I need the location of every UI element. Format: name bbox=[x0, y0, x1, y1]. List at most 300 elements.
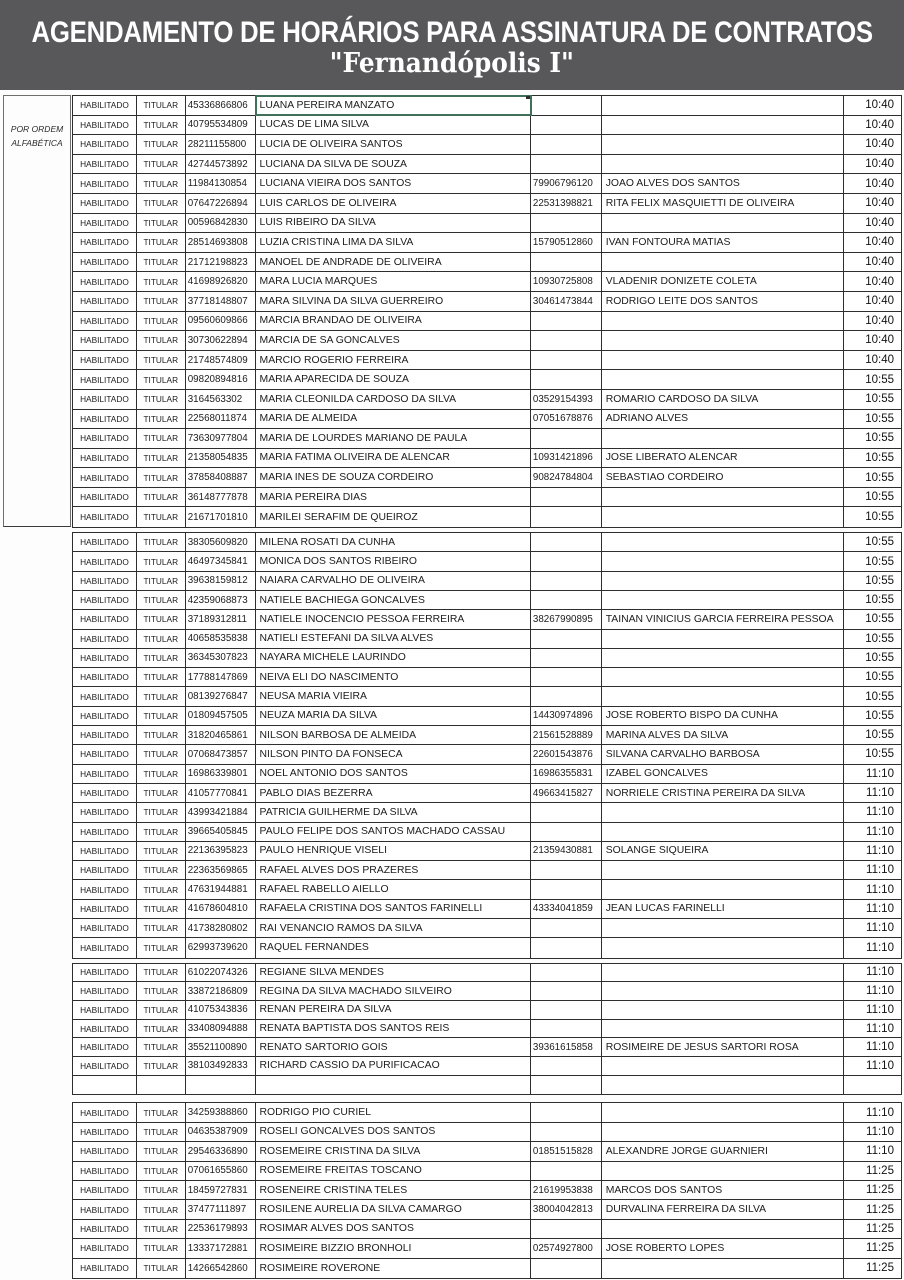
partner-cpf-cell bbox=[531, 938, 602, 957]
table-row bbox=[73, 449, 901, 469]
type-cell: TITULAR bbox=[137, 449, 186, 468]
partner-cpf-cell bbox=[531, 919, 602, 937]
name-cell: NEIVA ELI DO NASCIMENTO bbox=[256, 668, 531, 686]
cpf-cell: 21671701810 bbox=[186, 507, 256, 527]
partner-cpf-cell bbox=[531, 253, 602, 272]
cpf-cell: 40658535838 bbox=[186, 630, 256, 648]
partner-cpf-cell bbox=[531, 214, 602, 233]
table-row bbox=[73, 861, 901, 880]
status-cell: HABILITADO bbox=[73, 1239, 137, 1257]
partner-cpf-cell: 10930725808 bbox=[531, 272, 602, 291]
cpf-cell: 00596842830 bbox=[186, 214, 256, 233]
name-cell: ROSIMEIRE BIZZIO BRONHOLI bbox=[256, 1239, 531, 1257]
status-cell: HABILITADO bbox=[73, 591, 137, 609]
table-row bbox=[73, 331, 901, 351]
type-cell: TITULAR bbox=[137, 610, 186, 628]
status-cell: HABILITADO bbox=[73, 96, 137, 115]
cpf-cell: 3164563302 bbox=[186, 390, 256, 409]
cpf-cell: 33872186809 bbox=[186, 982, 256, 1000]
partner-name-cell bbox=[602, 96, 844, 115]
type-cell: TITULAR bbox=[137, 552, 186, 570]
cpf-cell: 38103492833 bbox=[186, 1057, 256, 1075]
name-cell: MARCIA DE SA GONCALVES bbox=[256, 331, 531, 350]
table-row bbox=[73, 488, 901, 508]
time-cell: 11:10 bbox=[866, 806, 894, 819]
schedule-table bbox=[72, 95, 902, 1279]
table-row bbox=[73, 507, 901, 527]
status-cell: HABILITADO bbox=[73, 272, 137, 291]
time-cell: 11:10 bbox=[866, 902, 894, 915]
partner-cpf-cell: 02574927800 bbox=[531, 1239, 602, 1257]
name-cell: LUCIA DE OLIVEIRA SANTOS bbox=[256, 135, 531, 154]
partner-name-cell bbox=[602, 1220, 844, 1238]
cpf-cell: 11984130854 bbox=[186, 174, 256, 193]
name-cell: REGIANE SILVA MENDES bbox=[256, 964, 531, 982]
name-cell: MARIA APARECIDA DE SOUZA bbox=[256, 370, 531, 389]
type-cell: TITULAR bbox=[137, 1123, 186, 1141]
status-cell: HABILITADO bbox=[73, 1001, 137, 1019]
partner-name-cell bbox=[602, 370, 844, 389]
time-cell: 10:40 bbox=[865, 354, 894, 367]
partner-name-cell: ROMARIO CARDOSO DA SILVA bbox=[602, 390, 844, 409]
status-cell: HABILITADO bbox=[73, 533, 137, 551]
table-row bbox=[73, 964, 901, 983]
status-cell: HABILITADO bbox=[73, 410, 137, 429]
time-cell: 10:40 bbox=[865, 256, 894, 269]
cpf-cell: 61022074326 bbox=[186, 964, 256, 982]
time-cell: 11:10 bbox=[866, 1106, 894, 1119]
cpf-cell: 13337172881 bbox=[186, 1239, 256, 1257]
partner-name-cell bbox=[602, 1123, 844, 1141]
table-section bbox=[72, 963, 902, 1096]
cpf-cell: 28514693808 bbox=[186, 233, 256, 252]
cpf-cell: 29546336890 bbox=[186, 1142, 256, 1160]
partner-name-cell bbox=[602, 135, 844, 154]
table-row bbox=[73, 745, 901, 764]
table-row bbox=[73, 919, 901, 938]
name-cell: LUIS CARLOS DE OLIVEIRA bbox=[256, 194, 531, 213]
name-cell: MARILEI SERAFIM DE QUEIROZ bbox=[256, 507, 531, 527]
partner-cpf-cell: 38267990895 bbox=[531, 610, 602, 628]
status-cell: HABILITADO bbox=[73, 1142, 137, 1160]
partner-cpf-cell bbox=[531, 630, 602, 648]
partner-name-cell bbox=[602, 214, 844, 233]
table-row bbox=[73, 468, 901, 488]
partner-name-cell: JOSE LIBERATO ALENCAR bbox=[602, 449, 844, 468]
status-cell: HABILITADO bbox=[73, 331, 137, 350]
time-cell: 10:55 bbox=[865, 491, 894, 504]
time-cell: 11:10 bbox=[866, 966, 894, 979]
name-cell: NAYARA MICHELE LAURINDO bbox=[256, 649, 531, 667]
cpf-cell: 14266542860 bbox=[186, 1259, 256, 1278]
cpf-cell: 22536179893 bbox=[186, 1220, 256, 1238]
partner-cpf-cell: 07051678876 bbox=[531, 410, 602, 429]
type-cell: TITULAR bbox=[137, 1142, 186, 1160]
status-cell: HABILITADO bbox=[73, 880, 137, 898]
table-row bbox=[73, 1200, 901, 1219]
status-cell: HABILITADO bbox=[73, 784, 137, 802]
status-cell: HABILITADO bbox=[73, 765, 137, 783]
type-cell: TITULAR bbox=[137, 96, 186, 115]
partner-cpf-cell: 10931421896 bbox=[531, 449, 602, 468]
type-cell: TITULAR bbox=[137, 572, 186, 590]
time-cell: 10:40 bbox=[865, 216, 894, 229]
table-row bbox=[73, 253, 901, 273]
partner-cpf-cell bbox=[531, 880, 602, 898]
type-cell: TITULAR bbox=[137, 964, 186, 982]
partner-name-cell bbox=[602, 823, 844, 841]
cpf-cell: 07061655860 bbox=[186, 1162, 256, 1180]
alphabetical-order-label: POR ORDEM ALFABÉTICA bbox=[10, 124, 64, 149]
cpf-cell: 09560609866 bbox=[186, 312, 256, 331]
partner-name-cell: ALEXANDRE JORGE GUARNIERI bbox=[602, 1142, 844, 1160]
time-cell: 10:55 bbox=[865, 690, 894, 703]
cpf-cell: 04635387909 bbox=[186, 1123, 256, 1141]
cpf-cell: 47631944881 bbox=[186, 880, 256, 898]
time-cell: 10:55 bbox=[865, 748, 894, 761]
status-cell: HABILITADO bbox=[73, 1020, 137, 1038]
partner-cpf-cell bbox=[531, 429, 602, 448]
type-cell: TITULAR bbox=[137, 842, 186, 860]
cpf-cell: 07647226894 bbox=[186, 194, 256, 213]
table-section bbox=[72, 1102, 902, 1279]
type-cell: TITULAR bbox=[137, 823, 186, 841]
partner-cpf-cell bbox=[531, 1259, 602, 1278]
status-cell: HABILITADO bbox=[73, 488, 137, 507]
time-cell: 11:10 bbox=[866, 864, 894, 877]
partner-cpf-cell bbox=[531, 1020, 602, 1038]
type-cell: TITULAR bbox=[137, 116, 186, 135]
partner-name-cell bbox=[602, 803, 844, 821]
type-cell: TITULAR bbox=[137, 468, 186, 487]
status-cell: HABILITADO bbox=[73, 1123, 137, 1141]
type-cell: TITULAR bbox=[137, 880, 186, 898]
partner-cpf-cell bbox=[531, 687, 602, 705]
time-cell: 10:40 bbox=[865, 314, 894, 327]
name-cell: PAULO HENRIQUE VISELI bbox=[256, 842, 531, 860]
type-cell: TITULAR bbox=[137, 668, 186, 686]
cpf-cell: 62993739620 bbox=[186, 938, 256, 957]
partner-cpf-cell: 03529154393 bbox=[531, 390, 602, 409]
status-cell: HABILITADO bbox=[73, 155, 137, 174]
time-cell: 11:10 bbox=[866, 1145, 894, 1158]
status-cell: HABILITADO bbox=[73, 919, 137, 937]
status-cell: HABILITADO bbox=[73, 861, 137, 879]
table-row bbox=[73, 214, 901, 234]
name-cell: RAFAELA CRISTINA DOS SANTOS FARINELLI bbox=[256, 900, 531, 918]
partner-cpf-cell bbox=[531, 572, 602, 590]
status-cell: HABILITADO bbox=[73, 803, 137, 821]
name-cell: NATIELI ESTEFANI DA SILVA ALVES bbox=[256, 630, 531, 648]
name-cell: LUCAS DE LIMA SILVA bbox=[256, 116, 531, 135]
name-cell: NILSON PINTO DA FONSECA bbox=[256, 745, 531, 763]
status-cell: HABILITADO bbox=[73, 649, 137, 667]
partner-name-cell bbox=[602, 155, 844, 174]
partner-name-cell bbox=[602, 1057, 844, 1075]
time-cell: 11:10 bbox=[866, 1041, 894, 1054]
cpf-cell: 38305609820 bbox=[186, 533, 256, 551]
table-row bbox=[73, 842, 901, 861]
partner-name-cell bbox=[602, 687, 844, 705]
table-row bbox=[73, 155, 901, 175]
cpf-cell: 17788147869 bbox=[186, 668, 256, 686]
partner-cpf-cell bbox=[531, 668, 602, 686]
type-cell: TITULAR bbox=[137, 488, 186, 507]
table-row bbox=[73, 292, 901, 312]
status-cell: HABILITADO bbox=[73, 900, 137, 918]
partner-name-cell bbox=[602, 919, 844, 937]
name-cell: LUCIANA VIEIRA DOS SANTOS bbox=[256, 174, 531, 193]
time-cell: 10:55 bbox=[865, 451, 894, 464]
table-row bbox=[73, 610, 901, 629]
partner-cpf-cell: 21619953838 bbox=[531, 1181, 602, 1199]
type-cell: TITULAR bbox=[137, 135, 186, 154]
name-cell: RAFAEL ALVES DOS PRAZERES bbox=[256, 861, 531, 879]
table-row bbox=[73, 707, 901, 726]
time-cell: 10:55 bbox=[865, 651, 894, 664]
time-cell: 10:55 bbox=[865, 393, 894, 406]
name-cell: NEUSA MARIA VIEIRA bbox=[256, 687, 531, 705]
time-cell: 11:10 bbox=[866, 883, 894, 896]
time-cell: 10:55 bbox=[865, 729, 894, 742]
time-cell: 10:55 bbox=[865, 471, 894, 484]
cpf-cell: 42359068873 bbox=[186, 591, 256, 609]
partner-name-cell bbox=[602, 938, 844, 957]
cpf-cell: 37858408887 bbox=[186, 468, 256, 487]
partner-name-cell bbox=[602, 1103, 844, 1121]
partner-name-cell: MARINA ALVES DA SILVA bbox=[602, 726, 844, 744]
table-row bbox=[73, 533, 901, 552]
table-row bbox=[73, 982, 901, 1001]
partner-name-cell: JEAN LUCAS FARINELLI bbox=[602, 900, 844, 918]
partner-cpf-cell bbox=[531, 533, 602, 551]
partner-name-cell: IZABEL GONCALVES bbox=[602, 765, 844, 783]
partner-cpf-cell bbox=[531, 351, 602, 370]
type-cell: TITULAR bbox=[137, 707, 186, 725]
name-cell: MONICA DOS SANTOS RIBEIRO bbox=[256, 552, 531, 570]
partner-cpf-cell: 22601543876 bbox=[531, 745, 602, 763]
name-cell: PAULO FELIPE DOS SANTOS MACHADO CASSAU bbox=[256, 823, 531, 841]
name-cell: MARA SILVINA DA SILVA GUERREIRO bbox=[256, 292, 531, 311]
name-cell: PATRICIA GUILHERME DA SILVA bbox=[256, 803, 531, 821]
time-cell: 11:10 bbox=[866, 941, 894, 954]
partner-name-cell bbox=[602, 1020, 844, 1038]
time-cell: 11:10 bbox=[866, 787, 894, 800]
name-cell: RENATA BAPTISTA DOS SANTOS REIS bbox=[256, 1020, 531, 1038]
cpf-cell: 37718148807 bbox=[186, 292, 256, 311]
partner-name-cell: VLADENIR DONIZETE COLETA bbox=[602, 272, 844, 291]
table-row bbox=[73, 1239, 901, 1258]
partner-name-cell bbox=[602, 649, 844, 667]
partner-cpf-cell bbox=[531, 552, 602, 570]
table-row bbox=[73, 1103, 901, 1122]
partner-cpf-cell bbox=[531, 116, 602, 135]
type-cell: TITULAR bbox=[137, 1001, 186, 1019]
cpf-cell: 37189312811 bbox=[186, 610, 256, 628]
partner-cpf-cell: 21561528889 bbox=[531, 726, 602, 744]
status-cell: HABILITADO bbox=[73, 572, 137, 590]
name-cell: MARIA DE LOURDES MARIANO DE PAULA bbox=[256, 429, 531, 448]
time-cell: 10:40 bbox=[865, 295, 894, 308]
partner-cpf-cell: 38004042813 bbox=[531, 1200, 602, 1218]
name-cell: LUZIA CRISTINA LIMA DA SILVA bbox=[256, 233, 531, 252]
status-cell: HABILITADO bbox=[73, 390, 137, 409]
partner-name-cell: DURVALINA FERREIRA DA SILVA bbox=[602, 1200, 844, 1218]
name-cell: REGINA DA SILVA MACHADO SILVEIRO bbox=[256, 982, 531, 1000]
status-cell: HABILITADO bbox=[73, 1220, 137, 1238]
partner-name-cell: MARCOS DOS SANTOS bbox=[602, 1181, 844, 1199]
time-cell: 10:55 bbox=[865, 613, 894, 626]
partner-name-cell: TAINAN VINICIUS GARCIA FERREIRA PESSOA bbox=[602, 610, 844, 628]
type-cell: TITULAR bbox=[137, 410, 186, 429]
table-row bbox=[73, 1181, 901, 1200]
type-cell: TITULAR bbox=[137, 390, 186, 409]
time-cell: 10:55 bbox=[865, 671, 894, 684]
table-row bbox=[73, 765, 901, 784]
table-row bbox=[73, 174, 901, 194]
partner-name-cell bbox=[602, 1259, 844, 1278]
cpf-cell: 01809457505 bbox=[186, 707, 256, 725]
partner-cpf-cell bbox=[531, 155, 602, 174]
name-cell: MARCIO ROGERIO FERREIRA bbox=[256, 351, 531, 370]
status-cell bbox=[73, 1076, 137, 1095]
time-cell: 10:55 bbox=[865, 432, 894, 445]
cpf-cell: 41075343836 bbox=[186, 1001, 256, 1019]
partner-cpf-cell bbox=[531, 507, 602, 527]
type-cell: TITULAR bbox=[137, 1220, 186, 1238]
table-row bbox=[73, 591, 901, 610]
partner-name-cell: NORRIELE CRISTINA PEREIRA DA SILVA bbox=[602, 784, 844, 802]
partner-cpf-cell bbox=[531, 649, 602, 667]
time-cell: 11:25 bbox=[866, 1242, 894, 1255]
partner-name-cell bbox=[602, 552, 844, 570]
status-cell: HABILITADO bbox=[73, 351, 137, 370]
time-cell: 10:55 bbox=[865, 536, 894, 549]
name-cell: MARA LUCIA MARQUES bbox=[256, 272, 531, 291]
name-cell: ROSIMAR ALVES DOS SANTOS bbox=[256, 1220, 531, 1238]
partner-cpf-cell bbox=[531, 1162, 602, 1180]
name-cell: ROSEMEIRE FREITAS TOSCANO bbox=[256, 1162, 531, 1180]
name-cell: MARIA INES DE SOUZA CORDEIRO bbox=[256, 468, 531, 487]
partner-cpf-cell bbox=[531, 96, 602, 115]
cpf-cell: 43993421884 bbox=[186, 803, 256, 821]
table-row bbox=[73, 1001, 901, 1020]
cpf-cell: 39638159812 bbox=[186, 572, 256, 590]
name-cell: ROSIMEIRE ROVERONE bbox=[256, 1259, 531, 1278]
name-cell: MILENA ROSATI DA CUNHA bbox=[256, 533, 531, 551]
partner-cpf-cell bbox=[531, 964, 602, 982]
status-cell: HABILITADO bbox=[73, 1162, 137, 1180]
status-cell: HABILITADO bbox=[73, 507, 137, 527]
status-cell: HABILITADO bbox=[73, 1181, 137, 1199]
cpf-cell: 42744573892 bbox=[186, 155, 256, 174]
cpf-cell: 41057770841 bbox=[186, 784, 256, 802]
cpf-cell: 28211155800 bbox=[186, 135, 256, 154]
status-cell: HABILITADO bbox=[73, 370, 137, 389]
partner-name-cell bbox=[602, 591, 844, 609]
status-cell: HABILITADO bbox=[73, 964, 137, 982]
time-cell: 10:40 bbox=[865, 158, 894, 171]
cpf-cell: 08139276847 bbox=[186, 687, 256, 705]
cpf-cell: 45336866806 bbox=[186, 96, 256, 115]
name-cell: NATIELE INOCENCIO PESSOA FERREIRA bbox=[256, 610, 531, 628]
cpf-cell: 36148777878 bbox=[186, 488, 256, 507]
cpf-cell: 33408094888 bbox=[186, 1020, 256, 1038]
partner-name-cell bbox=[602, 861, 844, 879]
cpf-cell: 21358054835 bbox=[186, 449, 256, 468]
cpf-cell: 73630977804 bbox=[186, 429, 256, 448]
table-row bbox=[73, 1076, 901, 1095]
type-cell: TITULAR bbox=[137, 726, 186, 744]
partner-cpf-cell bbox=[531, 1103, 602, 1121]
status-cell: HABILITADO bbox=[73, 552, 137, 570]
cpf-cell: 16986339801 bbox=[186, 765, 256, 783]
partner-name-cell bbox=[602, 668, 844, 686]
status-cell: HABILITADO bbox=[73, 842, 137, 860]
cpf-cell: 31820465861 bbox=[186, 726, 256, 744]
partner-name-cell bbox=[602, 312, 844, 331]
name-cell: ROSENEIRE CRISTINA TELES bbox=[256, 1181, 531, 1199]
cpf-cell: 21712198823 bbox=[186, 253, 256, 272]
status-cell: HABILITADO bbox=[73, 468, 137, 487]
table-section bbox=[72, 95, 902, 528]
cpf-cell: 22136395823 bbox=[186, 842, 256, 860]
type-cell: TITULAR bbox=[137, 1057, 186, 1075]
type-cell: TITULAR bbox=[137, 1181, 186, 1199]
table-row bbox=[73, 233, 901, 253]
type-cell: TITULAR bbox=[137, 194, 186, 213]
partner-name-cell: JOAO ALVES DOS SANTOS bbox=[602, 174, 844, 193]
partner-cpf-cell bbox=[531, 1076, 602, 1095]
type-cell: TITULAR bbox=[137, 919, 186, 937]
time-cell: 10:40 bbox=[865, 236, 894, 249]
cpf-cell: 18459727831 bbox=[186, 1181, 256, 1199]
type-cell bbox=[137, 1076, 186, 1095]
name-cell: MARIA FATIMA OLIVEIRA DE ALENCAR bbox=[256, 449, 531, 468]
status-cell: HABILITADO bbox=[73, 1259, 137, 1278]
type-cell: TITULAR bbox=[137, 591, 186, 609]
table-row bbox=[73, 1057, 901, 1076]
status-cell: HABILITADO bbox=[73, 292, 137, 311]
type-cell: TITULAR bbox=[137, 765, 186, 783]
partner-name-cell bbox=[602, 964, 844, 982]
type-cell: TITULAR bbox=[137, 174, 186, 193]
table-row bbox=[73, 1162, 901, 1181]
table-row bbox=[73, 390, 901, 410]
partner-name-cell bbox=[602, 429, 844, 448]
partner-name-cell: JOSE ROBERTO BISPO DA CUNHA bbox=[602, 707, 844, 725]
table-row bbox=[73, 116, 901, 136]
table-row bbox=[73, 630, 901, 649]
name-cell: NEUZA MARIA DA SILVA bbox=[256, 707, 531, 725]
table-row bbox=[73, 687, 901, 706]
cpf-cell: 09820894816 bbox=[186, 370, 256, 389]
name-cell: NAIARA CARVALHO DE OLIVEIRA bbox=[256, 572, 531, 590]
status-cell: HABILITADO bbox=[73, 938, 137, 957]
name-cell: NILSON BARBOSA DE ALMEIDA bbox=[256, 726, 531, 744]
name-cell: MARCIA BRANDAO DE OLIVEIRA bbox=[256, 312, 531, 331]
type-cell: TITULAR bbox=[137, 155, 186, 174]
partner-name-cell bbox=[602, 533, 844, 551]
time-cell: 11:10 bbox=[866, 985, 894, 998]
status-cell: HABILITADO bbox=[73, 1200, 137, 1218]
partner-cpf-cell bbox=[531, 135, 602, 154]
partner-cpf-cell: 43334041859 bbox=[531, 900, 602, 918]
status-cell: HABILITADO bbox=[73, 135, 137, 154]
time-cell: 10:40 bbox=[865, 275, 894, 288]
type-cell: TITULAR bbox=[137, 233, 186, 252]
name-cell: ROSELI GONCALVES DOS SANTOS bbox=[256, 1123, 531, 1141]
